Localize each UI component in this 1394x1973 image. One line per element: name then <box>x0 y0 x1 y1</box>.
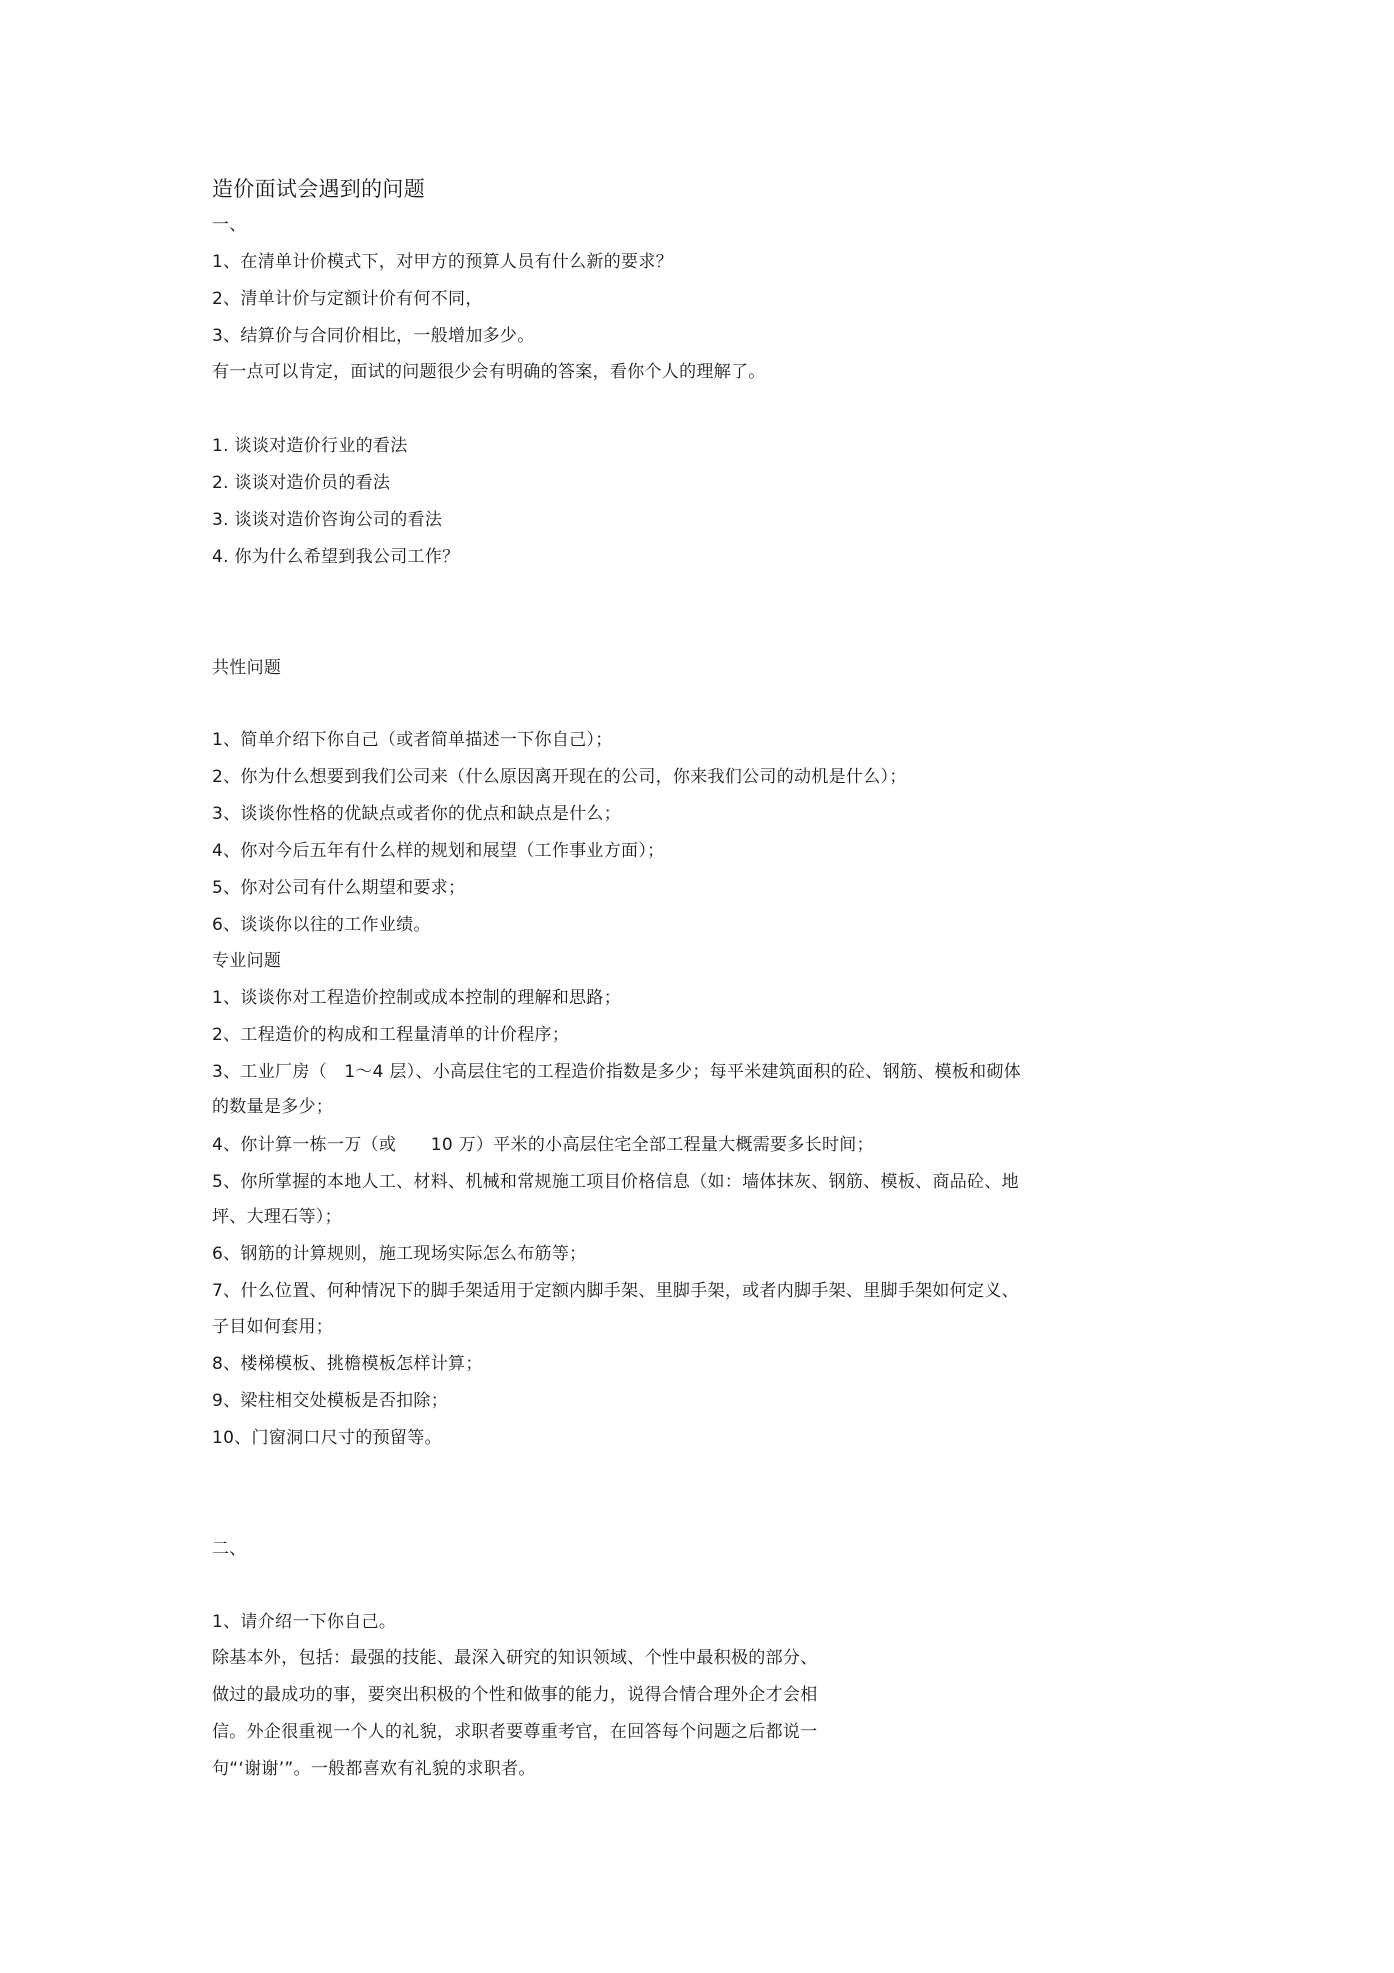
professional-question-line: 7、什么位置、何种情况下的脚手架适用于定额内脚手架、里脚手架，或者内脚手架、里脚手架如何定义、 <box>212 1281 1019 1301</box>
section-two-line: 信。外企很重视一个人的礼貌，求职者要尊重考官，在回答每个问题之后都说一 <box>212 1722 818 1742</box>
common-question-item: 1、简单介绍下你自己（或者简单描述一下你自己）； <box>212 730 613 750</box>
common-question-item: 3、谈谈你性格的优缺点或者你的优点和缺点是什么； <box>212 804 622 824</box>
section-two-line: 除基本外，包括：最强的技能、最深入研究的知识领域、个性中最积极的部分、 <box>212 1648 818 1668</box>
section-two-line: 句“‘谢谢’”。一般都喜欢有礼貌的求职者。 <box>212 1759 536 1779</box>
talk-item: 4. 你为什么希望到我公司工作？ <box>212 547 460 567</box>
professional-question-line: 1、谈谈你对工程造价控制或成本控制的理解和思路； <box>212 988 622 1008</box>
talk-item: 2. 谈谈对造价员的看法 <box>212 473 391 493</box>
section-two-heading: 二、 <box>212 1539 247 1559</box>
professional-question-line: 子目如何套用； <box>212 1317 334 1337</box>
professional-question-line: 4、你计算一栋一万（或 10 万）平米的小高层住宅全部工程量大概需要多长时间； <box>212 1135 874 1155</box>
professional-question-line: 8、楼梯模板、挑檐模板怎样计算； <box>212 1354 483 1374</box>
common-question-item: 4、你对今后五年有什么样的规划和展望（工作事业方面）； <box>212 841 665 861</box>
professional-question-line: 9、梁柱相交处模板是否扣除； <box>212 1391 449 1411</box>
professional-question-line: 10、门窗洞口尺寸的预留等。 <box>212 1428 442 1448</box>
professional-question-line: 5、你所掌握的本地人工、材料、机械和常规施工项目价格信息（如：墙体抹灰、钢筋、模板、商品砼、地 <box>212 1172 1019 1192</box>
section-two-line: 1、请介绍一下你自己。 <box>212 1612 397 1632</box>
question-item: 2、清单计价与定额计价有何不同， <box>212 289 483 309</box>
professional-question-line: 3、工业厂房（ 1～4 层）、小高层住宅的工程造价指数是多少；每平米建筑面积的砼、钢筋、模板和砌体 <box>212 1062 1022 1082</box>
talk-item: 1. 谈谈对造价行业的看法 <box>212 436 408 456</box>
common-question-item: 6、谈谈你以往的工作业绩。 <box>212 915 431 935</box>
professional-question-line: 2、工程造价的构成和工程量清单的计价程序； <box>212 1025 570 1045</box>
professional-question-line: 坪、大理石等）； <box>212 1207 342 1227</box>
document-title: 造价面试会遇到的问题 <box>212 177 425 201</box>
common-questions-heading: 共性问题 <box>212 658 282 678</box>
professional-questions-heading: 专业问题 <box>212 951 282 971</box>
common-question-item: 2、你为什么想要到我们公司来（什么原因离开现在的公司，你来我们公司的动机是什么）； <box>212 767 907 787</box>
question-item: 3、结算价与合同价相比，一般增加多少。 <box>212 326 535 346</box>
professional-question-line: 6、钢筋的计算规则，施工现场实际怎么布筋等； <box>212 1244 587 1264</box>
note-paragraph: 有一点可以肯定，面试的问题很少会有明确的答案，看你个人的理解了。 <box>212 362 766 382</box>
common-question-item: 5、你对公司有什么期望和要求； <box>212 878 466 898</box>
talk-item: 3. 谈谈对造价咨询公司的看法 <box>212 510 443 530</box>
professional-question-line: 的数量是多少； <box>212 1097 334 1117</box>
question-item: 1、在清单计价模式下，对甲方的预算人员有什么新的要求？ <box>212 252 673 272</box>
section-one-heading: 一、 <box>212 215 247 235</box>
section-two-line: 做过的最成功的事，要突出积极的个性和做事的能力，说得合情合理外企才会相 <box>212 1685 818 1705</box>
